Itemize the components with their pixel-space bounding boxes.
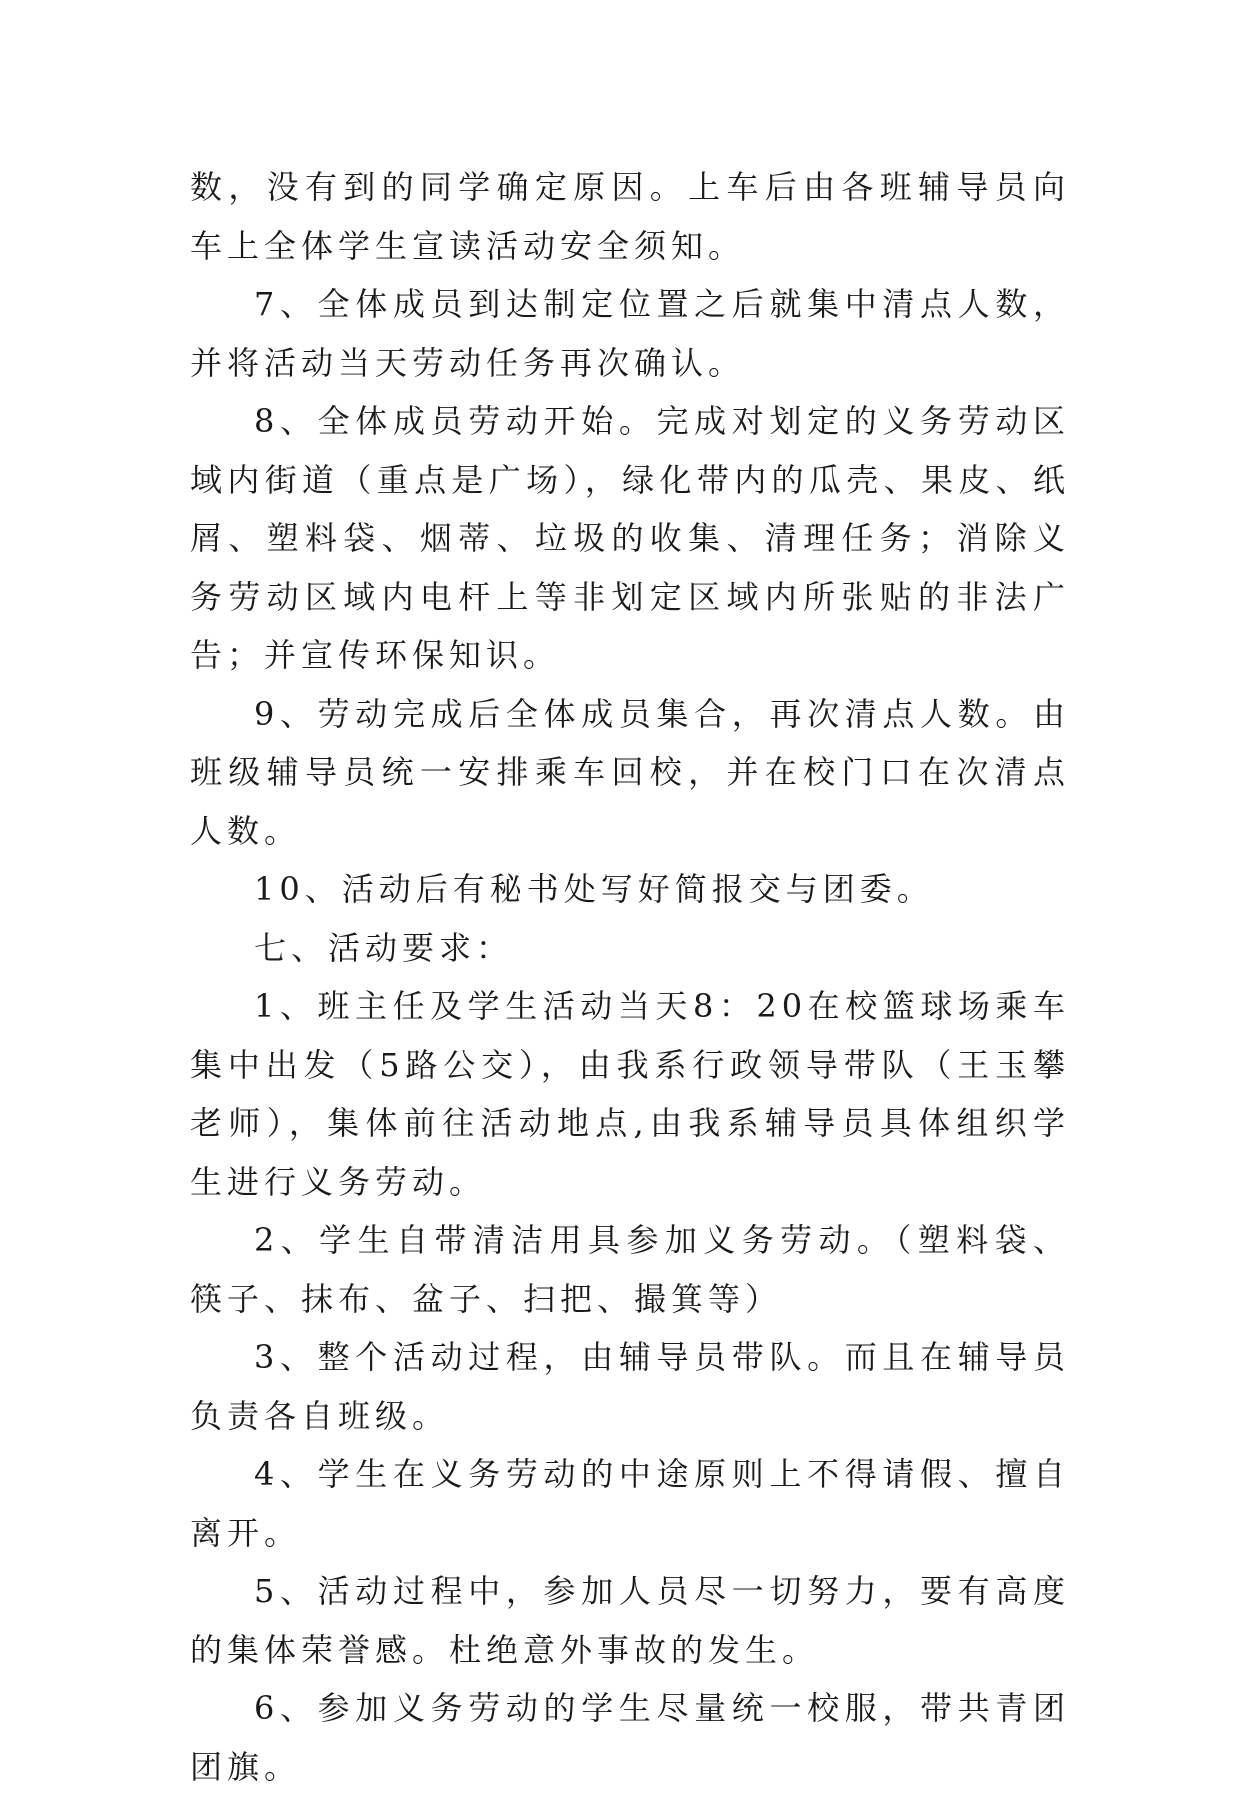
paragraph-item-8: 8、全体成员劳动开始。完成对划定的义务劳动区域内街道（重点是广场），绿化带内的瓜壳、果皮、纸屑、塑料袋、烟蒂、垃圾的收集、清理任务；消除义务劳动区域内电杆上等非划定区域内所张贴的非法广告；并宣传环保知识。 [190,402,1070,674]
requirement-item-6: 6、参加义务劳动的学生尽量统一校服，带共青团团旗。 [190,1689,1070,1786]
document-body [190,158,1070,1796]
requirement-item-4: 4、学生在义务劳动的中途原则上不得请假、擅自离开。 [190,1455,1070,1552]
paragraph-item-10: 10、活动后有秘书处写好简报交与团委。 [254,870,934,908]
requirement-item-2: 2、学生自带清洁用具参加义务劳动。（塑料袋、筷子、抹布、盆子、扫把、撮箕等） [190,1221,1070,1318]
paragraph-continuation: 数，没有到的同学确定原因。上车后由各班辅导员向车上全体学生宣读活动安全须知。 [190,168,1070,265]
requirement-item-5: 5、活动过程中，参加人员尽一切努力，要有高度的集体荣誉感。杜绝意外事故的发生。 [190,1572,1070,1669]
paragraph-item-7: 7、全体成员到达制定位置之后就集中清点人数，并将活动当天劳动任务再次确认。 [190,285,1070,382]
requirement-item-1: 1、班主任及学生活动当天8：20在校篮球场乘车集中出发（5路公交），由我系行政领导带队（王玉攀老师），集体前往活动地点,由我系辅导员具体组织学生进行义务劳动。 [190,987,1070,1201]
section-heading-requirements: 七、活动要求： [254,928,514,967]
requirement-item-3: 3、整个活动过程，由辅导员带队。而且在辅导员负责各自班级。 [190,1338,1070,1435]
paragraph-item-9: 9、劳动完成后全体成员集合，再次清点人数。由班级辅导员统一安排乘车回校，并在校门口在次清点人数。 [190,694,1070,850]
